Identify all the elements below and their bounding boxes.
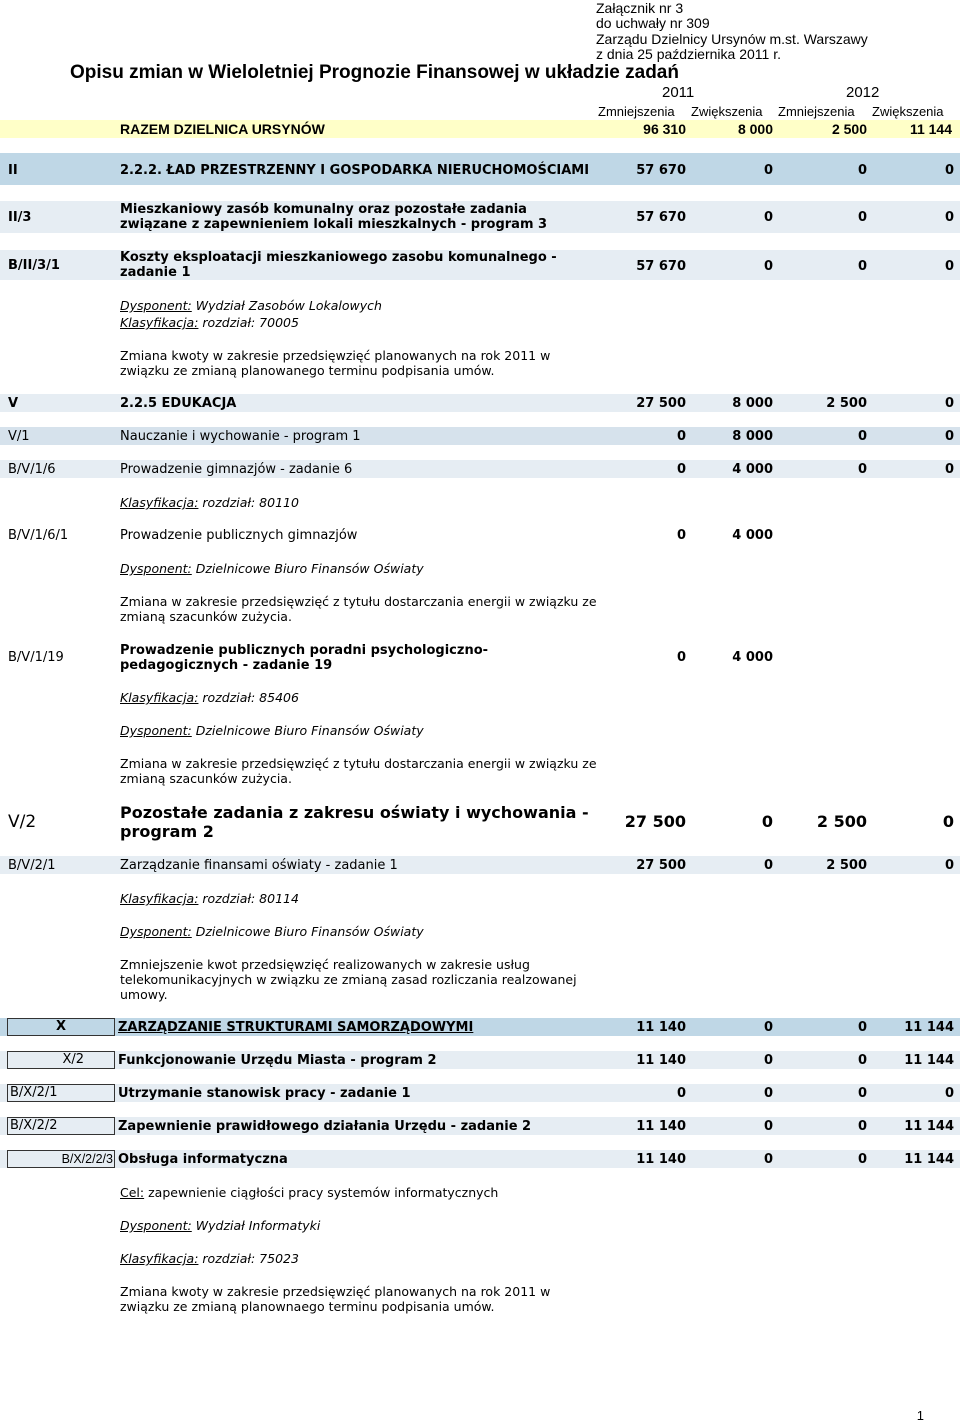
row-name: Zarządzanie finansami oświaty - zadanie 1 <box>120 858 398 873</box>
year-2011: 2011 <box>662 84 695 101</box>
attachment-note-line2: do uchwały nr 309 <box>596 15 710 31</box>
klasyfikacja-value: rozdział: 70005 <box>202 315 299 330</box>
total-v2: 8 000 <box>737 121 773 137</box>
row-v2: 0 <box>763 210 773 225</box>
row-v1: 11 140 <box>636 1119 686 1134</box>
row-v3: 0 <box>857 210 867 225</box>
row-name: ZARZĄDZANIE STRUKTURAMI SAMORZĄDOWYMI <box>118 1020 474 1035</box>
row-v2: 8 000 <box>732 429 773 444</box>
dysponent-line <box>120 924 424 939</box>
row-v4: 11 144 <box>904 1152 954 1167</box>
row-v3: 0 <box>857 429 867 444</box>
row-code: B/X/2/2 <box>7 1117 115 1135</box>
klasyfikacja-label: Klasyfikacja: <box>120 495 199 510</box>
klasyfikacja-line <box>120 495 299 510</box>
attachment-note-line3: Zarządu Dzielnicy Ursynów m.st. Warszawy <box>596 31 868 47</box>
row-v2: 4 000 <box>732 528 773 543</box>
row-v4: 0 <box>944 163 954 178</box>
klasyfikacja-label: Klasyfikacja: <box>120 1251 199 1266</box>
attachment-note-line1: Załącznik nr 3 <box>596 0 684 16</box>
row-name: Mieszkaniowy zasób komunalny oraz pozostałe zadania związane z zapewnieniem lokali mieszkalnych - program 3 <box>120 202 548 232</box>
row-name: 2.2.2. ŁAD PRZESTRZENNY I GOSPODARKA NIERUCHOMOŚCIAMI <box>120 163 590 178</box>
row-code: II/3 <box>8 210 32 225</box>
dysponent-line <box>120 1218 320 1233</box>
dysponent-value: Wydział Informatyki <box>195 1218 321 1233</box>
row-v1: 27 500 <box>624 812 686 831</box>
row-v1: 0 <box>676 1086 686 1101</box>
row-v4: 11 144 <box>904 1020 954 1035</box>
klasyfikacja-value: rozdział: 75023 <box>202 1251 299 1266</box>
row-v2: 0 <box>763 1152 773 1167</box>
col-header-2: Zwiększenia <box>691 104 763 119</box>
row-v1: 27 500 <box>636 396 686 411</box>
klasyfikacja-value: rozdział: 80114 <box>202 891 299 906</box>
row-v4: 0 <box>944 259 954 274</box>
row-name: Obsługa informatyczna <box>118 1152 288 1167</box>
row-v3: 0 <box>857 163 867 178</box>
row-code: V <box>8 396 19 411</box>
row-v1: 0 <box>676 429 686 444</box>
total-label: RAZEM DZIELNICA URSYNÓW <box>120 121 325 137</box>
dysponent-line <box>120 298 382 313</box>
cel-line <box>120 1185 498 1200</box>
row-v3: 0 <box>857 1119 867 1134</box>
row-code: B/X/2/1 <box>7 1084 115 1102</box>
row-v1: 27 500 <box>636 858 686 873</box>
row-code: II <box>8 163 18 178</box>
row-v1: 0 <box>676 650 686 665</box>
row-v4: 0 <box>944 396 954 411</box>
dysponent-label: Dysponent: <box>120 561 192 576</box>
row-v1: 57 670 <box>636 210 686 225</box>
klasyfikacja-line <box>120 1251 299 1266</box>
row-v2: 0 <box>763 1020 773 1035</box>
row-name: Prowadzenie gimnazjów - zadanie 6 <box>120 462 353 477</box>
row-v2: 0 <box>763 1119 773 1134</box>
attachment-note-line4: z dnia 25 października 2011 r. <box>596 46 781 62</box>
klasyfikacja-value: rozdział: 80110 <box>202 495 299 510</box>
dysponent-label: Dysponent: <box>120 723 192 738</box>
change-description: Zmiana kwoty w zakresie przedsięwzięć planowanych na rok 2011 w związku ze zmianą planownaego terminu podpisania umów. <box>120 1284 551 1314</box>
col-header-4: Zwiększenia <box>872 104 944 119</box>
total-v4: 11 144 <box>909 121 952 137</box>
page-title: Opisu zmian w Wieloletniej Prognozie Finansowej w układzie zadań <box>70 62 679 83</box>
klasyfikacja-label: Klasyfikacja: <box>120 690 199 705</box>
row-v4: 0 <box>942 812 954 831</box>
row-v4: 11 144 <box>904 1119 954 1134</box>
row-v4: 0 <box>944 462 954 477</box>
page-number: 1 <box>916 1408 924 1423</box>
row-v2: 0 <box>763 1053 773 1068</box>
row-v4: 11 144 <box>904 1053 954 1068</box>
row-name: 2.2.5 EDUKACJA <box>120 396 237 411</box>
row-v2: 0 <box>763 1086 773 1101</box>
row-v3: 2 500 <box>826 396 867 411</box>
row-code: V/2 <box>8 812 37 832</box>
dysponent-value: Dzielnicowe Biuro Finansów Oświaty <box>195 723 424 738</box>
row-v1: 11 140 <box>636 1152 686 1167</box>
dysponent-value: Wydział Zasobów Lokalowych <box>195 298 382 313</box>
cel-label: Cel: <box>120 1185 145 1200</box>
klasyfikacja-line <box>120 690 299 705</box>
row-v2: 0 <box>761 812 773 831</box>
row-v1: 11 140 <box>636 1020 686 1035</box>
row-name: Nauczanie i wychowanie - program 1 <box>120 429 361 444</box>
row-v1: 57 670 <box>636 259 686 274</box>
row-v1: 57 670 <box>636 163 686 178</box>
dysponent-label: Dysponent: <box>120 1218 192 1233</box>
row-v2: 0 <box>763 163 773 178</box>
total-v1: 96 310 <box>643 121 686 137</box>
dysponent-line <box>120 561 424 576</box>
dysponent-line <box>120 723 424 738</box>
row-code: V/1 <box>8 429 30 444</box>
change-description: Zmiana w zakresie przedsięwzięć z tytułu dostarczania energii w związku ze zmianą szacunków zużycia. <box>120 594 597 624</box>
row-v2: 4 000 <box>732 650 773 665</box>
dysponent-label: Dysponent: <box>120 298 192 313</box>
col-header-3: Zmniejszenia <box>778 104 855 119</box>
row-code: B/V/2/1 <box>8 858 56 873</box>
row-v3: 0 <box>857 1020 867 1035</box>
klasyfikacja-label: Klasyfikacja: <box>120 891 199 906</box>
row-v3: 0 <box>857 462 867 477</box>
row-v4: 0 <box>944 429 954 444</box>
change-description: Zmiana kwoty w zakresie przedsięwzięć planowanych na rok 2011 w związku ze zmianą planowanego terminu podpisania umów. <box>120 348 551 378</box>
row-v3: 2 500 <box>826 858 867 873</box>
col-header-1: Zmniejszenia <box>598 104 675 119</box>
dysponent-label: Dysponent: <box>120 924 192 939</box>
row-code: B/II/3/1 <box>8 258 60 273</box>
row-v1: 11 140 <box>636 1053 686 1068</box>
cel-value: zapewnienie ciągłości pracy systemów informatycznych <box>148 1185 499 1200</box>
change-description: Zmniejszenie kwot przedsięwzięć realizowanych w zakresie usług telekomunikacyjnych w związku ze zmianą zasad rozliczania realzowanej umowy. <box>120 957 577 1002</box>
dysponent-value: Dzielnicowe Biuro Finansów Oświaty <box>195 561 424 576</box>
klasyfikacja-value: rozdział: 85406 <box>202 690 299 705</box>
row-code: B/V/1/6/1 <box>8 528 69 543</box>
klasyfikacja-line <box>120 891 299 906</box>
row-name: Prowadzenie publicznych gimnazjów <box>120 528 358 543</box>
row-name: Prowadzenie publicznych poradni psychologiczno-pedagogicznych - zadanie 19 <box>120 643 489 673</box>
row-name: Funkcjonowanie Urzędu Miasta - program 2 <box>118 1053 437 1068</box>
row-name: Pozostałe zadania z zakresu oświaty i wychowania - program 2 <box>120 803 589 841</box>
row-v2: 0 <box>763 259 773 274</box>
row-v1: 0 <box>676 462 686 477</box>
row-name: Utrzymanie stanowisk pracy - zadanie 1 <box>118 1086 411 1101</box>
row-v2: 4 000 <box>732 462 773 477</box>
row-code: B/V/1/19 <box>8 650 64 665</box>
row-v4: 0 <box>944 210 954 225</box>
row-v4: 0 <box>944 1086 954 1101</box>
row-v3: 0 <box>857 259 867 274</box>
row-name: Zapewnienie prawidłowego działania Urzędu - zadanie 2 <box>118 1119 532 1134</box>
row-v3: 0 <box>857 1053 867 1068</box>
row-code: X <box>7 1018 115 1036</box>
row-v4: 0 <box>944 858 954 873</box>
row-v1: 0 <box>676 528 686 543</box>
row-v2: 8 000 <box>732 396 773 411</box>
row-code: B/V/1/6 <box>8 462 56 477</box>
total-v3: 2 500 <box>831 121 867 137</box>
row-code: B/X/2/2/3 <box>7 1150 115 1168</box>
change-description: Zmiana w zakresie przedsięwzięć z tytułu dostarczania energii w związku ze zmianą szacunków zużycia. <box>120 756 597 786</box>
dysponent-value: Dzielnicowe Biuro Finansów Oświaty <box>195 924 424 939</box>
row-name: Koszty eksploatacji mieszkaniowego zasobu komunalnego - zadanie 1 <box>120 250 557 280</box>
row-code: X/2 <box>7 1051 115 1069</box>
klasyfikacja-label: Klasyfikacja: <box>120 315 199 330</box>
year-2012: 2012 <box>846 84 880 101</box>
row-v3: 2 500 <box>816 812 867 831</box>
row-v2: 0 <box>763 858 773 873</box>
row-v3: 0 <box>857 1152 867 1167</box>
klasyfikacja-line <box>120 315 299 330</box>
row-v3: 0 <box>857 1086 867 1101</box>
